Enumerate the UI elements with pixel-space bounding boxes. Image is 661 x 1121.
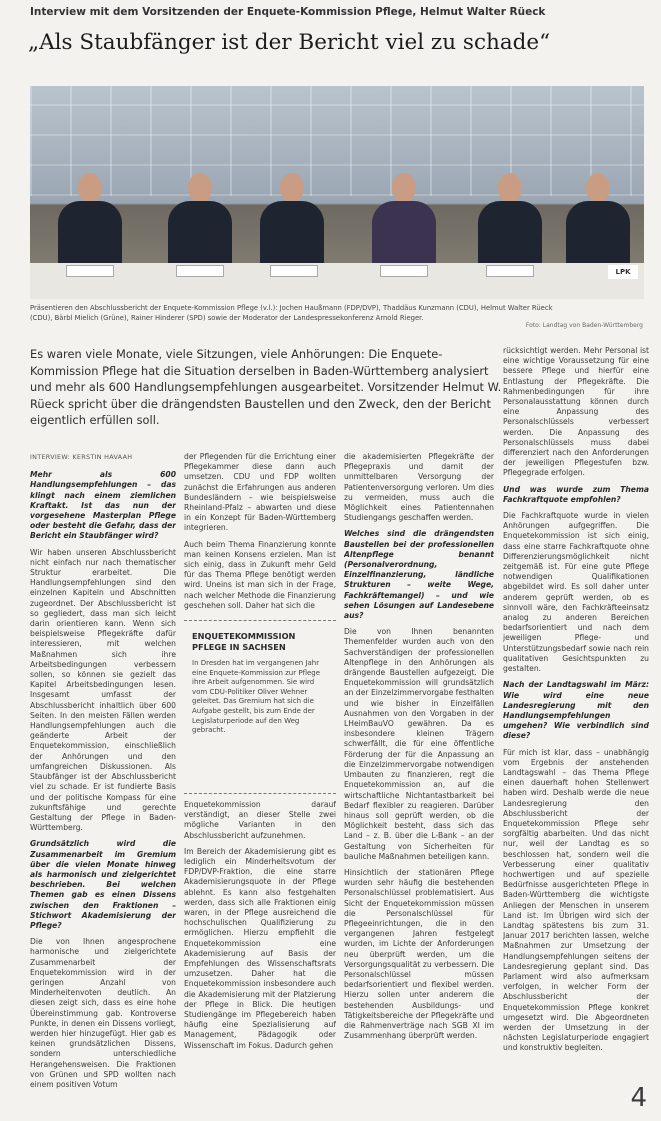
- answer: Die von Ihnen benannten Themenfelder wurden auch von den Sachverständigen der professionellen Altenpflege in den Anhörungen als drängende Baustellen aufgezeigt. Die Enquetekommission will grundsätzlich an der Einzelzimmervorgabe festhalten und wie bisher in Einzelfällen Ausnahmen von den Vorgaben in der LHeimBauVO gewähren. Da es insbesondere kleinen Trägern schwerfällt, die für eine öffentliche Förderung der für die Anpassung an die Einzelzimmervorgabe notwendigen Umbauten zu finanzieren, regt die Enquetekommission an, auf die wirtschaftliche Nichtantastbarkeit bei Bedarf flexibler zu reagieren. Darüber hinaus soll geprüft werden, ob die Möglichkeit besteht, dass sich das Land – z. B. über die L-Bank – an der Gestaltung von Sicherheiten für bauliche Maßnahmen beteiligen kann.: [344, 627, 494, 861]
- photo-caption: Präsentieren den Abschlussbericht der Enquete-Kommission Pflege (v.l.): Jochen Haußmann (FDP/DVP), Thaddäus Kunzmann (CDU), Helmut Walter Rüeck (CDU), Bärbl Mielich (Grüne), Rainer Hinderer (SPD) sowie der Moderator der Landespressekonferenz Arnold Rieger.: [30, 304, 553, 322]
- answer: Hinsichtlich der stationären Pflege wurden sehr häufig die bestehenden Personalschlüssel problematisiert. Aus Sicht der Enquetekommission müssen die Personalschlüssel für Pflegeeinrichtungen, die in den vergangenen Jahren festgelegt wurden, im Lichte der Anforderungen neu überprüft werden, um die Versorgungsqualität zu verbessern. Die Personalschlüssel müssen bedarfsorientiert und flexibel werden. Hierzu sollen unter anderem die bestehenden Ausbildungs- und Tätigkeitsbereiche der Pflegekräfte und die Rahmenverträge nach SGB XI im Zusammenhang überprüft werden.: [344, 867, 494, 1041]
- kicker: Interview mit dem Vorsitzenden der Enquete-Kommission Pflege, Helmut Walter Rüeck: [30, 6, 546, 18]
- question: Und was wurde zum Thema Fachkraftquote empfohlen?: [503, 484, 649, 504]
- answer: der Pflegenden für die Errichtung einer Pflegekammer diese dann auch umsetzen. CDU und FDP wollten zunächst die Erfahrungen aus anderen Bundesländern – wie beispielsweise Rheinland-Pfalz – abwarten und diese in ein Konzept für Baden-Württemberg integrieren.: [184, 452, 336, 533]
- question: Grundsätzlich wird die Zusammenarbeit im Gremium über die vielen Monate hinweg als harmonisch und zielgerichtet beschrieben. Bei welchen Themen gab es einen Dissens zwischen den Fraktionen – Stichwort Akademisierung der Pflege?: [30, 839, 176, 930]
- answer: Für mich ist klar, dass – unabhängig vom Ergebnis der anstehenden Landtagswahl – das Thema Pflege einen dauerhaft hohen Stellenwert haben wird. Deshalb werde die neue Landesregierung den Abschlussbericht der Enquetekommission Pflege sehr sorgfältig abarbeiten. Und das nicht nur, weil der Landtag es so beschlossen hat, sondern weil die Verbesserung einer qualitativ hochwertigen und auf spezielle Bedürfnisse ausgerichteten Pflege in Baden-Württemberg die wichtigste Anliegen der Menschen in unserem Land ist. Im Übrigen wird sich der Landtag spätestens bis zum 31. Januar 2017 berichten lassen, welche Maßnahmen zur Umsetzung der Handlungsempfehlungen seitens der Landesregierung geplant sind. Das Parlament wird also aufmerksam verfolgen, in welcher Form der Abschlussbericht der Enquetekommission Pflege konkret umgesetzt wird. Die Abgeordneten werden der Umsetzung in der nächsten Legislaturperiode engagiert und konstruktiv begleiten.: [503, 747, 649, 1053]
- page-number: 4: [630, 1083, 647, 1113]
- column-1: [30, 452, 176, 1107]
- photo-window-background: [30, 86, 644, 196]
- photo-table: [30, 263, 644, 299]
- headline: „Als Staubfänger ist der Bericht viel zu schade“: [28, 30, 551, 55]
- info-box-title: ENQUETEKOMMISSION PFLEGE IN SACHSEN: [192, 631, 296, 652]
- answer: Die Fachkraftquote wurde in vielen Anhörungen aufgegriffen. Die Enquetekommission ist sich einig, dass eine starre Fachkraftquote ohne Differenzierungsmöglichkeit nicht zeitgemäß ist. Für eine gute Pflege notwendigen Qualifikationen abgebildet wird. Es soll daher unter anderem geprüft werden, ob es sinnvoll wäre, den Fachkräfteeinsatz analog zu anderen Bereichen bedarfsorientiert und nach dem jeweiligen Pflege- und Unterstützungsbedarf sowie nach rein qualitativen Gesichtspunkten zu gestalten.: [503, 511, 649, 674]
- photo-nameplate: [176, 265, 224, 277]
- column-2-bottom: [184, 800, 336, 1107]
- photo-sign: LPK: [608, 265, 638, 279]
- question: Welches sind die drängendsten Baustellen bei der professionellen Altenpflege benannt (Personalverordnung, Einzelfinanzierung, ländliche Strukturen – weite Wege, Fachkräftemangel) – und wie sehen Lösungen auf Landesebene aus?: [344, 529, 494, 621]
- photo-person: [478, 173, 542, 265]
- photo-nameplate: [380, 265, 428, 277]
- answer: Die von Ihnen angesprochene harmonische und zielgerichtete Zusammenarbeit der Enquetekommission wird in der geringen Anzahl von Minderheitenvoten deutlich. An diesen zeigt sich, dass es eine hohe Übereinstimmung gab. Kontroverse Punkte, in denen ein Dissens vorliegt, werden hier hinzugefügt. Hier gab es keinen grundsätzlichen Dissens, sondern unterschiedliche Herangehensweisen. Die Fraktionen von Grünen und SPD wollten nach einem positiven Votum: [30, 937, 176, 1089]
- info-box-text: In Dresden hat im vergangenen Jahr eine Enquete-Kommission zur Pflege ihre Arbeit aufgenommen. Sie wird vom CDU-Politiker Oliver Wehner geleitet. Das Gremium hat sich die Aufgabe gestellt, bis zum Ende der Legislaturperiode auf den Weg gebracht.: [192, 659, 321, 735]
- photo-credit: Foto: Landtag von Baden-Württemberg: [525, 322, 643, 329]
- column-2-top: [184, 452, 336, 618]
- photo-nameplate: [66, 265, 114, 277]
- answer: rücksichtigt werden. Mehr Personal ist eine wichtige Voraussetzung für eine bessere Pflege und hierfür eine Entlastung der Pflegekräfte. Die Rahmenbedingungen für ihre Personalausstattung können durch eine Anpassung des Personalschlüssels verbessert werden. Die Anpassung des Personalschlüssels muss dabei differenziert nach den Anforderungen der jeweiligen Pflegestufen bzw. Pflegegrade erfolgen.: [503, 346, 649, 478]
- photo-person: [372, 173, 436, 265]
- photo-nameplate: [486, 265, 534, 277]
- answer: Enquetekommission darauf verständigt, an dieser Stelle zwei mögliche Varianten in den Abschlussbericht aufzunehmen.: [184, 800, 336, 840]
- answer: Auch beim Thema Finanzierung konnte man keinen Konsens erzielen. Man ist sich einig, dass in Zukunft mehr Geld für das Thema Pflege benötigt werden wird. Uneins ist man sich in der Frage, nach welcher Methode die Finanzierung geschehen soll. Daher hat sich die: [184, 539, 336, 610]
- lead-paragraph: Es waren viele Monate, viele Sitzungen, viele Anhörungen: Die Enquete-Kommission Pflege hat die Situation derselben in Baden-Württemberg analysiert und mehr als 600 Handlungsempfehlungen ausgearbeitet. Vorsitzender Helmut W. Rüeck spricht über die drängendsten Baustellen und den Zweck, den der Bericht eigentlich erfüllen soll.: [30, 347, 502, 428]
- answer: Im Bereich der Akademisierung gibt es lediglich ein Minderheitsvotum der FDP/DVP-Fraktion, die eine starre Akademisierungsquote in der Pflege ablehnt. Es kann also festgehalten werden, dass sich alle Fraktionen einig waren, in der Pflege ausreichend die hochschulischen Qualifizierung zu ermöglichen. Hierzu empfiehlt die Enquetekommission eine Akademisierung auf Basis der Empfehlungen des Wissenschaftsrats umzusetzen. Daher hat die Enquetekommission insbesondere auch die Akademisierung mit der Platzierung der Pflege in Blick. Die heutigen Studiengänge im Pflegebereich haben häufig eine Spezialisierung auf Management, Pädagogik oder Wissenschaft im Fokus. Dadurch gehen: [184, 846, 336, 1050]
- question: Mehr als 600 Handlungsempfehlungen – das klingt nach einem ziemlichen Kraftakt. Ist das nun der vorgesehene Masterplan Pflege oder besteht die Gefahr, dass der Bericht ein Staubfänger wird?: [30, 470, 176, 541]
- question: Nach der Landtagswahl im März: Wie wird eine neue Landesregierung mit den Handlungsempfehlungen umgehen? Wie verbindlich sind diese?: [503, 680, 649, 741]
- answer: die akademisierten Pflegekräfte der Pflegepraxis und damit der unmittelbaren Versorgung der Patientenversorgung verloren. Um dies zu vermeiden, muss auch die Möglichkeit eines Patientennahen Studiengangs geschaffen werden.: [344, 452, 494, 523]
- column-3: [344, 452, 494, 1107]
- photo-person: [58, 173, 122, 265]
- photo-person: [566, 173, 630, 265]
- press-photo: [30, 86, 644, 299]
- photo-nameplate: [270, 265, 318, 277]
- info-box: [184, 620, 336, 794]
- answer: Wir haben unseren Abschlussbericht nicht einfach nur nach thematischer Struktur erarbeitet. Die Handlungsempfehlungen sind den einzelnen Kapiteln und Abschnitten zugeordnet. Der Abschlussbericht ist so gegliedert, dass man sich leicht darin orientieren kann. Wenn sich beispielsweise Pflegekräfte dafür interessieren, mit welchen Maßnahmen sich ihre Arbeitsbedingungen verbessern sollen, so können sie gezielt das Kapitel Arbeitsbedingungen lesen. Insgesamt umfasst der Abschlussbericht inhaltlich über 600 Seiten. In den meisten Fällen werden Handlungsempfehlungen auch die geänderte Arbeit der Enquetekommission, einschließlich der Anhörungen und den umfangreichen Diskussionen. Als Staubfänger ist der Abschlussbericht viel zu schade. Er ist fundierte Basis und der politische Kompass für eine zukunftsfähige und gerechte Gestaltung der Pflege in Baden-Württemberg.: [30, 547, 176, 833]
- photo-person: [168, 173, 232, 265]
- byline: INTERVIEW: KERSTIN HAVAAH: [30, 453, 133, 461]
- photo-person: [260, 173, 324, 265]
- column-4: [503, 346, 649, 1108]
